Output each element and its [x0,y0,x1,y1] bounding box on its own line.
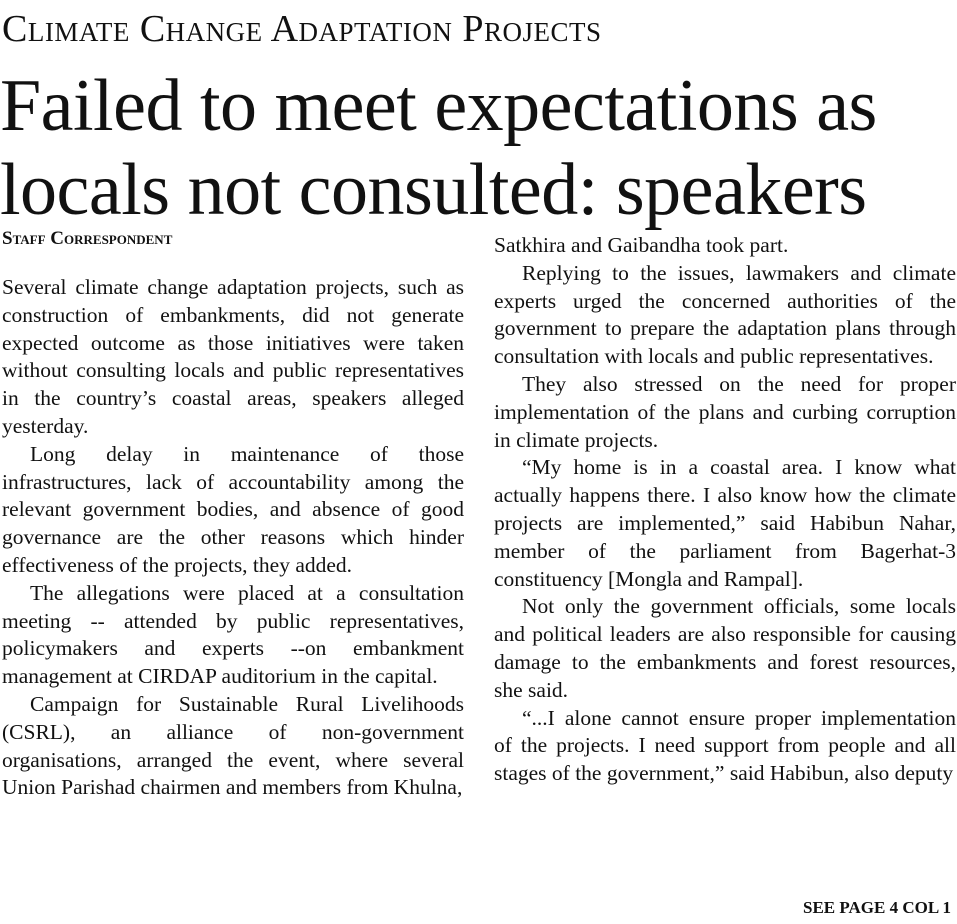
article-column-1 [2,274,464,802]
section-kicker: Climate Change Adaptation Projects [2,8,602,50]
article-column-2 [494,232,956,788]
paragraph: Not only the government officials, some locals and political leaders are also responsible for causing damage to the embankments and forest resources, she said. [494,594,956,702]
headline-line-2: locals not consulted: speakers [0,149,867,231]
paragraph: Campaign for Sustainable Rural Livelihoods (CSRL), an alliance of non-government organisations, arranged the event, where several Union Parishad chairmen and members from Khulna, [2,691,464,800]
paragraph: Satkhira and Gaibandha took part. [494,233,789,257]
paragraph: “My home is in a coastal area. I know what actually happens there. I also know how the climate projects are implemented,” said Habibun Nahar, member of the parliament from Bagerhat-3 constituency [Mongla and Rampal]. [494,455,956,591]
continued-jump-line: SEE PAGE 4 COL 1 [803,898,951,917]
paragraph: The allegations were placed at a consultation meeting -- attended by public representatives, policymakers and experts --on embankment management at CIRDAP auditorium in the capital. [2,580,464,689]
byline: Staff Correspondent [2,228,173,249]
paragraph: Several climate change adaptation projects, such as construction of embankments, did not generate expected outcome as those initiatives were taken without consulting locals and public representatives in the country’s coastal areas, speakers alleged yesterday. [2,275,464,438]
headline-line-1: Failed to meet expectations as [0,65,877,147]
paragraph: They also stressed on the need for proper implementation of the plans and curbing corruption in climate projects. [494,371,956,452]
paragraph: Long delay in maintenance of those infrastructures, lack of accountability among the relevant government bodies, and absence of good governance are the other reasons which hinder effectiveness of the projects, they added. [2,441,464,577]
headline [0,64,957,232]
paragraph: Replying to the issues, lawmakers and climate experts urged the concerned authorities of the government to prepare the adaptation plans through consultation with locals and public representatives. [494,260,956,369]
paragraph: “...I alone cannot ensure proper implementation of the projects. I need support from people and all stages of the government,” said Habibun, also deputy [494,705,956,786]
